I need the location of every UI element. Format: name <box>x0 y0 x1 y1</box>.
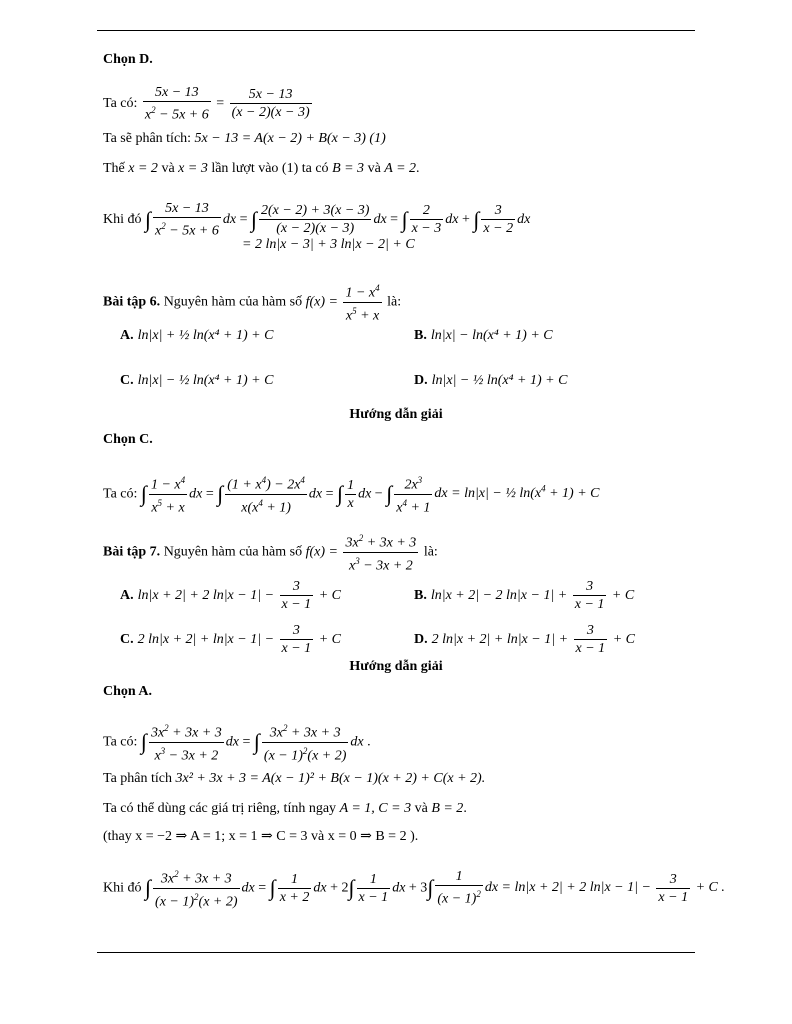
option-d[interactable]: D. ln|x| − ½ ln(x⁴ + 1) + C <box>414 373 568 388</box>
integral-line-1: Khi đó ∫ $\frac{5x - 13}{x^2 - 5x + 6}$ dx = ∫ $\frac{2(x - 2) + 3(x - 3)}{(x - 2)(x - 3)}$ dx = ∫ $\frac{2}{x - 3}$ dx + ∫ $\frac{3}{x - 2}$ dx <box>103 201 531 239</box>
option-c[interactable]: C. ln|x| − ½ ln(x⁴ + 1) + C <box>120 373 274 388</box>
integral-line-3: Khi đó ∫ $\frac{3x^2 + 3x + 3}{(x - 1)^2(x + 2)}$ dx = ∫ $\frac{1}{x + 2}$ dx + 2∫ $\frac{1}{x - 1}$ dx + 3∫ $\frac{1}{(x - 1)^2}$ dx = ln|x + 2| + 2 ln|x − 1| − $\frac{3}{x - 1}$ + C . <box>103 866 725 910</box>
integral-line-2: Ta có: ∫ $\frac{1 - x^4}{x^5 + x}$ dx = ∫ $\frac{(1 + x^4) - 2x^4}{x(x^4 + 1)}$ dx = ∫ $\frac{1}{x}$ dx − ∫ $\frac{2x^3}{x^4 + 1}$ dx = ln|x| − ½ $\ln(x^4 + 1) + C$ <box>103 472 600 516</box>
analysis-line-2: Ta phân tích 3x² + 3x + 3 = A(x − 1)² + B(x − 1)(x + 2) + C(x + 2). <box>103 771 486 786</box>
fraction: $\frac{5x - 13}{(x - 2)(x - 3)}$ <box>231 87 310 121</box>
answer-a-label: Chọn A. <box>103 684 153 699</box>
top-rule <box>97 30 695 31</box>
bottom-rule <box>97 952 695 953</box>
answer-c-label: Chọn C. <box>103 432 153 447</box>
fraction: $\frac{5x - 13}{x^2 - 5x + 6}$ <box>144 85 209 123</box>
exercise-7-header: Bài tập 7. Nguyên hàm của hàm số f(x) = $\frac{3x^2 + 3x + 3}{x^3 - 3x + 2}$ là: <box>103 530 438 574</box>
ta-co-line-3: Ta có: ∫ $\frac{3x^2 + 3x + 3}{x^3 - 3x + 2}$ dx = ∫ $\frac{3x^2 + 3x + 3}{(x - 1)^2(x + 2)}$ dx . <box>103 720 371 764</box>
substitute-line: Thế x = 2 và x = 3 lần lượt vào (1) ta có B = 3 và A = 2. <box>103 161 420 176</box>
exercise-6-header: Bài tập 6. Nguyên hàm của hàm số f(x) = $\frac{1 - x^4}{x^5 + x}$ là: <box>103 280 401 324</box>
solution-heading-2: Hướng dẫn giải <box>349 659 443 674</box>
option-b[interactable]: B. ln|x| − ln(x⁴ + 1) + C <box>414 328 553 343</box>
option-c-7[interactable]: C. 2 ln|x + 2| + ln|x − 1| − $\frac{3}{x - 1}$ + C <box>120 623 341 656</box>
solution-heading: Hướng dẫn giải <box>349 407 443 422</box>
answer-d-label: Chọn D. <box>103 52 153 67</box>
option-a-7[interactable]: A. ln|x + 2| + 2 ln|x − 1| − $\frac{3}{x - 1}$ + C <box>120 579 341 612</box>
values-line: Ta có thể dùng các giá trị riêng, tính ngay A = 1, C = 3 và B = 2. <box>103 801 467 816</box>
ta-co-line-1: Ta có: $\frac{5x - 13}{x^2 - 5x + 6}$ = $\frac{5x - 13}{(x - 2)(x - 3)}$ <box>103 85 310 123</box>
integral-result-1: = 2 ln|x − 3| + 3 ln|x − 2| + C <box>242 237 415 252</box>
analysis-line: Ta sẽ phân tích: 5x − 13 = A(x − 2) + B(x − 3) (1) <box>103 131 386 146</box>
option-b-7[interactable]: B. ln|x + 2| − 2 ln|x − 1| + $\frac{3}{x - 1}$ + C <box>414 579 635 612</box>
option-d-7[interactable]: D. 2 ln|x + 2| + ln|x − 1| + $\frac{3}{x - 1}$ + C <box>414 623 635 656</box>
substitute-line-2: (thay x = −2 ⇒ A = 1; x = 1 ⇒ C = 3 và x = 0 ⇒ B = 2 ). <box>103 829 419 844</box>
option-a[interactable]: A. ln|x| + ½ ln(x⁴ + 1) + C <box>120 328 274 343</box>
